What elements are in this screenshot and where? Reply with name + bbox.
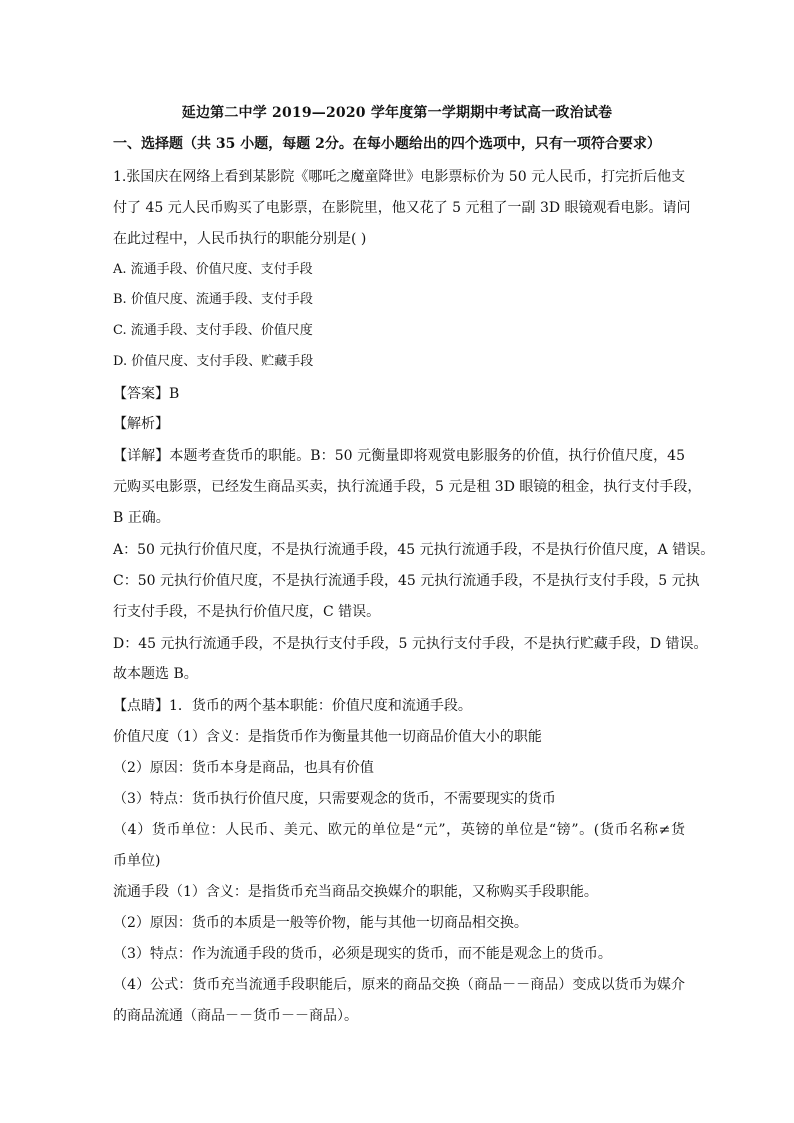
tip-line-1: 【点睛】1．货币的两个基本职能：价值尺度和流通手段。 [113,698,472,714]
analysis-label: 【解析】 [113,416,169,432]
answer-label: 【答案】B [113,386,180,402]
option-c: C. 流通手段、支付手段、价值尺度 [113,323,313,338]
tip-line-7: 流通手段（1）含义：是指货币充当商品交换媒介的职能，又称购买手段职能。 [113,884,598,900]
detail-line-3: B 正确。 [113,510,170,526]
tip-line-5: （4）货币单位：人民币、美元、欧元的单位是“元”，英镑的单位是“镑”。(货币名称≠货 [113,822,685,838]
tip-line-11: 的商品流通（商品－－货币－－商品）。 [113,1008,358,1024]
tip-line-9: （3）特点：作为流通手段的货币，必须是现实的货币，而不能是观念上的货币。 [113,946,612,962]
detail-line-5: C：50 元执行价值尺度，不是执行流通手段，45 元执行流通手段，不是执行支付手段，5 元执 [113,573,700,589]
detail-line-1: 【详解】本题考查货币的职能。B：50 元衡量即将观赏电影服务的价值，执行价值尺度，45 [113,448,685,464]
tip-line-8: （2）原因：货币的本质是一般等价物，能与其他一切商品相交换。 [113,915,528,931]
question-stem-line-2: 付了 45 元人民币购买了电影票，在影院里，他又花了 5 元租了一副 3D 眼镜观看电影。请问 [113,200,691,216]
tip-line-6: 币单位) [113,853,161,869]
tip-line-2: 价值尺度（1）含义：是指货币作为衡量其他一切商品价值大小的职能 [113,729,542,745]
detail-line-4: A：50 元执行价值尺度，不是执行流通手段，45 元执行流通手段，不是执行价值尺度，A 错误。 [113,542,715,558]
question-stem-line-1: 1.张国庆在网络上看到某影院《哪吒之魔童降世》电影票标价为 50 元人民币，打完折后他支 [113,169,686,185]
detail-line-7: D：45 元执行流通手段，不是执行支付手段，5 元执行支付手段，不是执行贮藏手段，D 错误。 [113,636,708,652]
detail-line-2: 元购买电影票，已经发生商品买卖，执行流通手段，5 元是租 3D 眼镜的租金，执行支付手段， [113,479,702,495]
tip-line-4: （3）特点：货币执行价值尺度，只需要观念的货币，不需要现实的货币 [113,791,556,807]
question-stem-line-3: 在此过程中，人民币执行的职能分别是( ) [113,231,367,247]
detail-line-6: 行支付手段，不是执行价值尺度，C 错误。 [113,604,381,620]
section-heading: 一、选择题（共 35 小题，每题 2分。在每小题给出的四个选项中，只有一项符合要求） [113,136,661,152]
option-d: D. 价值尺度、支付手段、贮藏手段 [113,354,314,369]
option-a: A. 流通手段、价值尺度、支付手段 [113,262,313,277]
document-title: 延边第二中学 2019—2020 学年度第一学期期中考试高一政治试卷 [181,105,613,121]
detail-line-8: 故本题选 B。 [113,666,198,682]
option-b: B. 价值尺度、流通手段、支付手段 [113,292,313,307]
tip-line-10: （4）公式：货币充当流通手段职能后，原来的商品交换（商品－－商品）变成以货币为媒介 [113,977,685,993]
tip-line-3: （2）原因：货币本身是商品，也具有价值 [113,760,374,776]
